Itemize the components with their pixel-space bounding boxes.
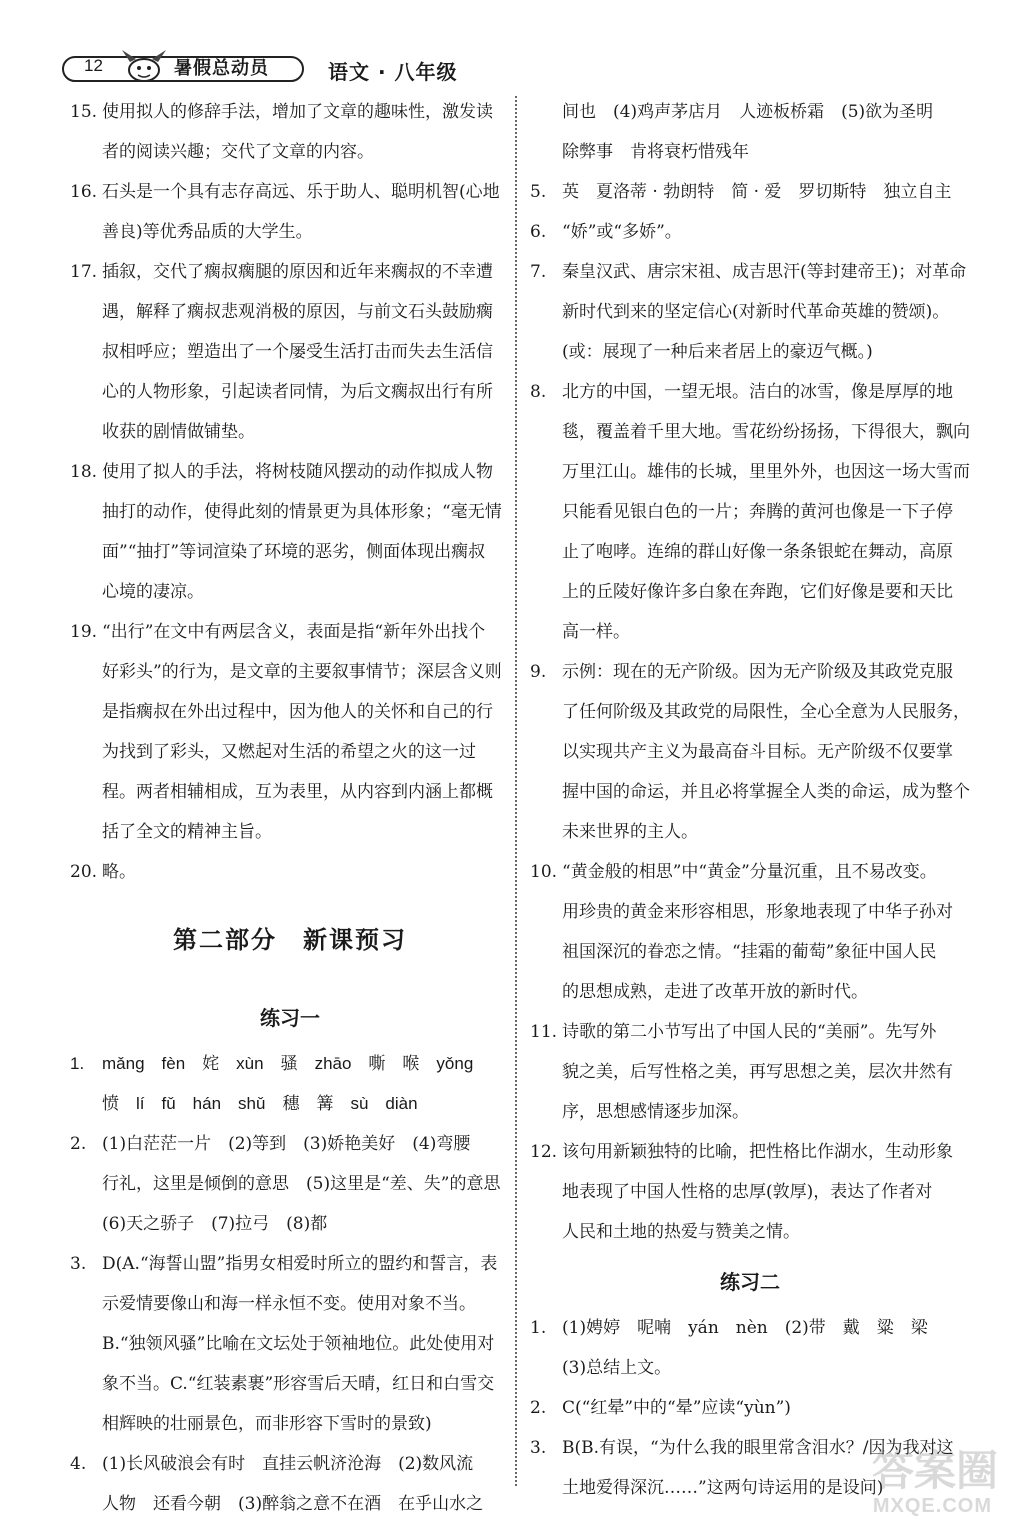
item-number: 2.: [530, 1398, 547, 1418]
answer-item: [530, 172, 970, 212]
answer-item: [530, 1012, 970, 1132]
item-number: 11.: [530, 1022, 558, 1042]
answer-item: [70, 852, 510, 892]
answer-item: [70, 172, 510, 252]
item-number: 10.: [530, 862, 558, 882]
item-number: 5.: [530, 182, 547, 202]
header-brand: 暑假总动员: [174, 58, 269, 79]
answer-item: [70, 612, 510, 852]
answer-item: [70, 1124, 510, 1244]
watermark-logo: [808, 1438, 998, 1518]
item-text: 示例：现在的无产阶级。因为无产阶级及其政党克服 了任何阶级及其政党的局限性，全心全意为人民服务， 以实现共产主义为最高奋斗目标。无产阶级不仅要掌 握中国的命运，并且必将掌握全人类的命运，成为整个 未来世界的主人。: [562, 662, 970, 842]
item-text: 石头是一个具有志存高远、乐于助人、聪明机智(心地 善良)等优秀品质的大学生。: [102, 182, 500, 242]
item-text: mǎng fèn 姹 xùn 骚 zhāo 嘶 喉 yǒng 愤 lí fǔ hán shǔ 穗 篝 sù diàn: [102, 1054, 474, 1113]
answer-item: [70, 452, 510, 612]
item-text: 略。: [102, 862, 136, 882]
answer-item: [530, 652, 970, 852]
item-text: 使用了拟人的手法，将树枝随风摆动的动作拟成人物 抽打的动作，使得此刻的情景更为具体形象；“毫无情 面”“抽打”等词渲染了环境的恶劣，侧面体现出瘸叔 心境的凄凉。: [102, 462, 502, 602]
watermark-text: 答案圈: [871, 1447, 998, 1494]
continued-text: 间也 (4)鸡声茅店月 人迹板桥霜 (5)欲为圣明 除弊事 肯将衰朽惜残年: [562, 102, 934, 162]
part-title: 第二部分 新课预习: [173, 926, 407, 954]
item-number: 12.: [530, 1142, 558, 1162]
item-number: 7.: [530, 262, 547, 282]
item-text: 英 夏洛蒂 · 勃朗特 简 · 爱 罗切斯特 独立自主: [562, 182, 952, 202]
item-number: 8.: [530, 382, 547, 402]
column-divider: [515, 96, 517, 1486]
answer-item: [530, 1308, 970, 1388]
right-column: [530, 92, 970, 1508]
item-number: 2.: [70, 1134, 87, 1154]
page-header: [62, 52, 532, 88]
item-number: 16.: [70, 182, 98, 202]
item-number: 9.: [530, 662, 547, 682]
answer-item: [530, 212, 970, 252]
item-number: 15.: [70, 102, 98, 122]
item-number: 3.: [530, 1438, 547, 1458]
answer-item: [70, 1244, 510, 1444]
header-subject: 语文 · 八年级: [328, 60, 458, 84]
item-text: “黄金般的相思”中“黄金”分量沉重，且不易改变。 用珍贵的黄金来形容相思，形象地表现了中华子孙对 祖国深沉的眷恋之情。“挂霜的葡萄”象征中国人民 的思想成熟，走进了改革开放的新时代。: [562, 862, 953, 1002]
exercise-title: 练习二: [720, 1270, 780, 1294]
item-text: (1)白茫茫一片 (2)等到 (3)娇艳美好 (4)弯腰 行礼，这里是倾倒的意思 (5)这里是“差、失”的意思 (6)天之骄子 (7)拉弓 (8)都: [102, 1134, 501, 1234]
answer-item: [530, 1388, 970, 1428]
answer-item: [530, 252, 970, 372]
exercise-title: 练习一: [260, 1006, 320, 1030]
item-number: 6.: [530, 222, 547, 242]
item-text: (1)长风破浪会有时 直挂云帆济沧海 (2)数风流 人物 还看今朝 (3)醉翁之意不在酒 在乎山水之: [102, 1454, 484, 1514]
left-column: [70, 92, 510, 1524]
answer-item: [530, 372, 970, 652]
item-text: B(B.有误，“为什么我的眼里常含泪水？/因为我对这 土地爱得深沉……”这两句诗运用的是设问): [562, 1438, 954, 1498]
item-text: 使用拟人的修辞手法，增加了文章的趣味性，激发读 者的阅读兴趣；交代了文章的内容。: [102, 102, 493, 162]
item-text: 北方的中国，一望无垠。洁白的冰雪，像是厚厚的地 毯，覆盖着千里大地。雪花纷纷扬扬，下得很大，飘向 万里江山。雄伟的长城，里里外外，也因这一场大雪而 只能看见银白色的一片；奔腾的黄河也像是一下子停 止了咆哮。连绵的群山好像一条条银蛇在舞动，高原 上的丘陵好像许多白象在奔跑，它们好像是要和天比 高一样。: [562, 382, 970, 642]
item-text: (1)娉婷 呢喃 yán nèn (2)带 戴 粱 梁 (3)总结上文。: [562, 1318, 928, 1378]
page-number: 12: [84, 56, 103, 75]
item-number: 19.: [70, 622, 98, 642]
answer-item: [70, 92, 510, 172]
item-number: 17.: [70, 262, 98, 282]
item-text: 该句用新颖独特的比喻，把性格比作湖水，生动形象 地表现了中国人性格的忠厚(敦厚)，表达了作者对 人民和土地的热爱与赞美之情。: [562, 1142, 953, 1242]
answer-item: [530, 1132, 970, 1252]
item-text: “出行”在文中有两层含义，表面是指“新年外出找个 好彩头”的行为，是文章的主要叙事情节；深层含义则 是指瘸叔在外出过程中，因为他人的关怀和自己的行 为找到了彩头，又燃起对生活的希望之火的这一过 程。两者相辅相成，互为表里，从内容到内涵上都概 括了全文的精神主旨。: [102, 622, 502, 842]
watermark-url: MXQE.COM: [872, 1495, 992, 1517]
answer-item: [70, 1444, 510, 1524]
item-number: 1.: [530, 1318, 547, 1338]
item-number: 4.: [70, 1454, 87, 1474]
mascot-icon: [116, 46, 172, 86]
item-text: 诗歌的第二小节写出了中国人民的“美丽”。先写外 貌之美，后写性格之美，再写思想之美，层次井然有 序，思想感情逐步加深。: [562, 1022, 953, 1122]
item-number: 1.: [70, 1054, 85, 1073]
item-number: 20.: [70, 862, 98, 882]
item-text: “娇”或“多娇”。: [562, 222, 682, 242]
item-number: 18.: [70, 462, 98, 482]
answer-item: [70, 252, 510, 452]
item-number: 3.: [70, 1254, 87, 1274]
item-text: D(A.“海誓山盟”指男女相爱时所立的盟约和誓言，表 示爱情要像山和海一样永恒不变。使用对象不当。 B.“独领风骚”比喻在文坛处于领袖地位。此处使用对 象不当。C.“红装素裹”形容雪后天晴，红日和白雪交 相辉映的壮丽景色，而非形容下雪时的景致): [102, 1254, 498, 1434]
item-text: C(“红晕”中的“晕”应读“yùn”): [562, 1398, 791, 1418]
item-text: 秦皇汉武、唐宗宋祖、成吉思汗(等封建帝王)；对革命 新时代到来的坚定信心(对新时代革命英雄的赞颂)。 (或：展现了一种后来者居上的豪迈气概。): [562, 262, 967, 362]
item-text: 插叙，交代了瘸叔瘸腿的原因和近年来瘸叔的不幸遭 遇，解释了瘸叔悲观消极的原因，与前文石头鼓励瘸 叔相呼应；塑造出了一个屡受生活打击而失去生活信 心的人物形象，引起读者同情，为后文瘸叔出行有所 收获的剧情做铺垫。: [102, 262, 493, 442]
answer-item: [70, 1044, 510, 1124]
answer-item: [530, 852, 970, 1012]
